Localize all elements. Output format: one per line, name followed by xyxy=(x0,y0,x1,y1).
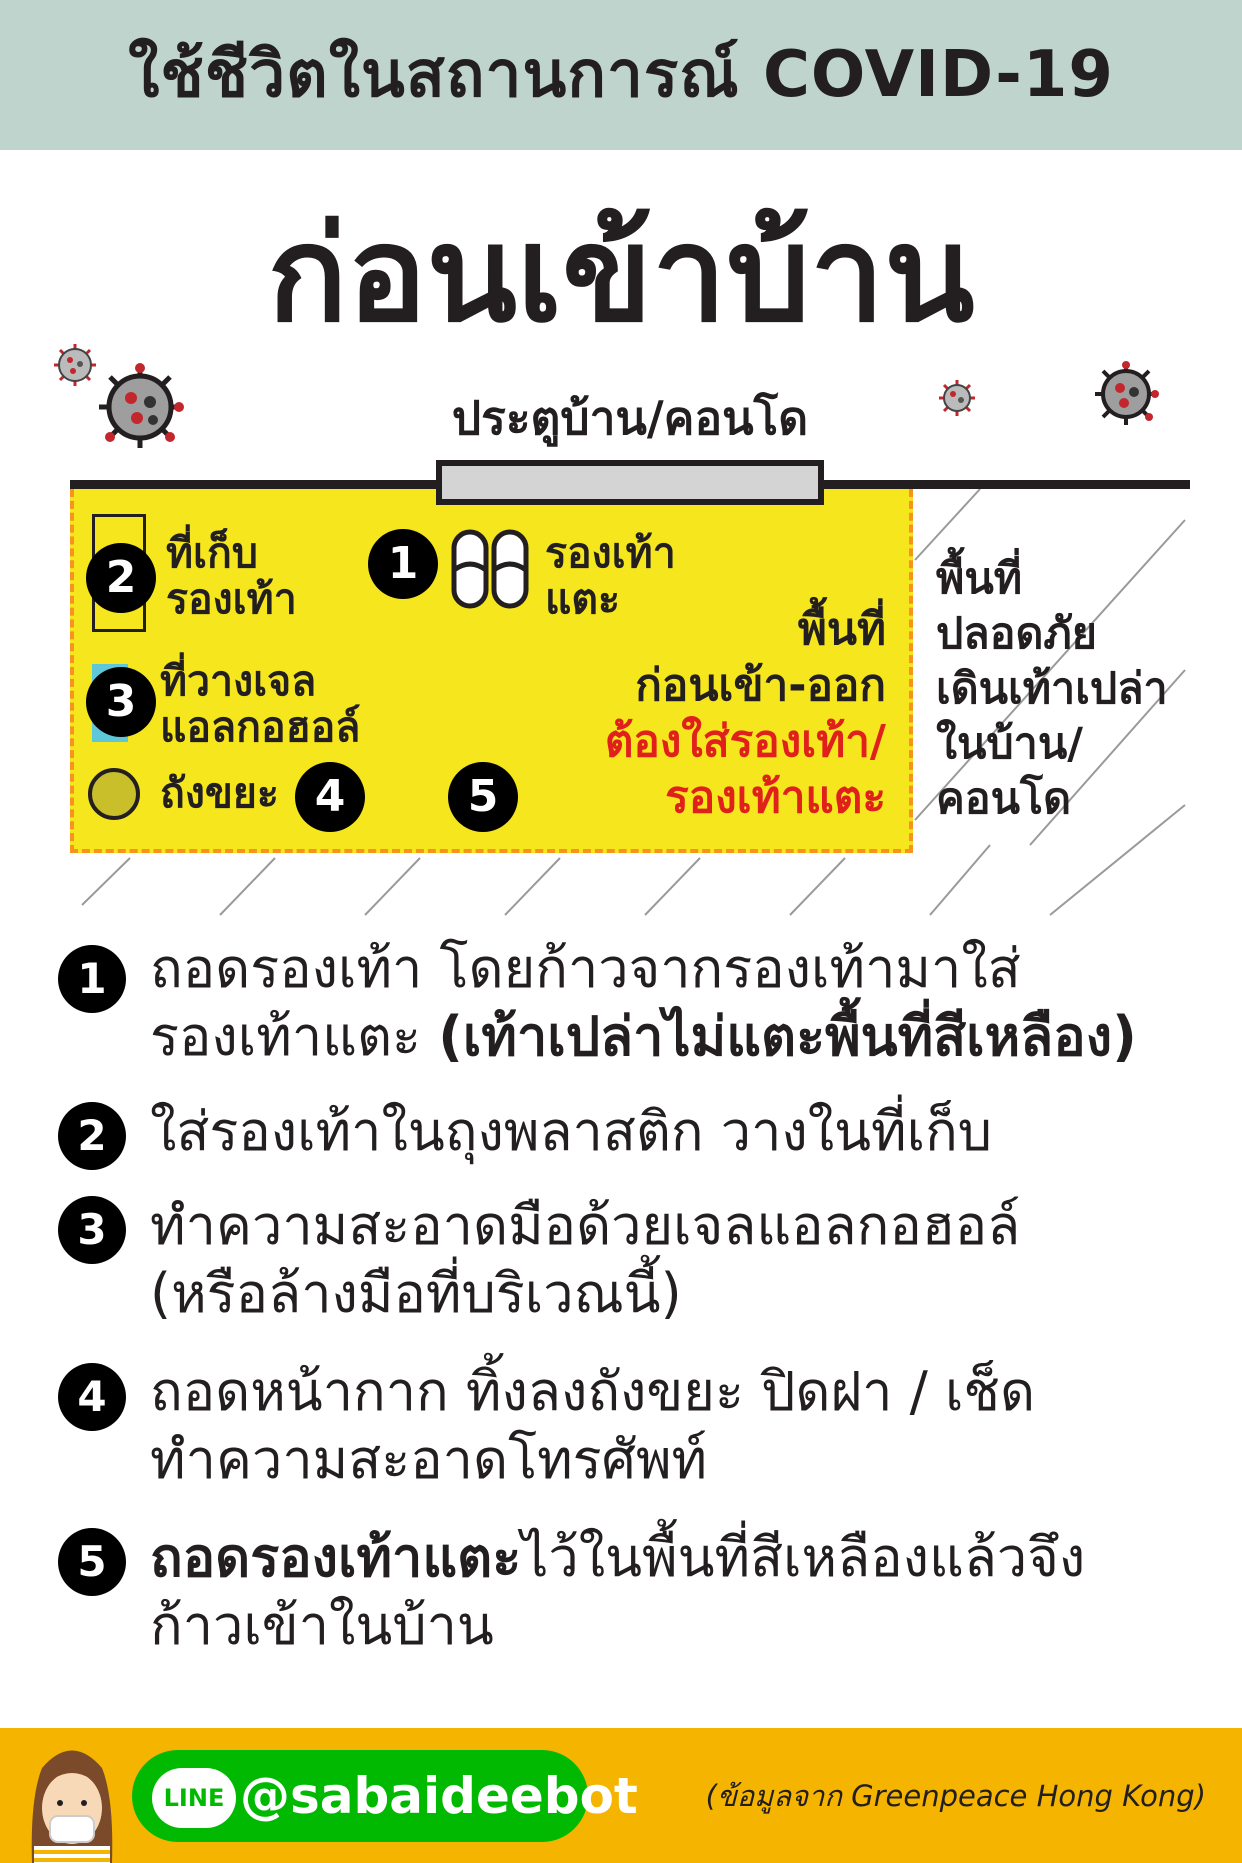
step-2-line1: ใส่รองเท้าในถุงพลาสติก วางในที่เก็บ xyxy=(150,1100,993,1163)
gel-label xyxy=(160,658,360,750)
safe-zone-line1: พื้นที่ xyxy=(936,554,1023,604)
step-2-badge: 2 xyxy=(58,1102,126,1170)
page-title: ก่อนเข้าบ้าน xyxy=(267,198,975,352)
step-1-badge: 1 xyxy=(58,945,126,1013)
gel-label-line1: ที่วางเจล xyxy=(160,657,317,705)
yellow-zone-label xyxy=(605,602,886,826)
safe-zone-line5: คอนโด xyxy=(936,774,1072,824)
shoe-storage-label-line2: รองเท้า xyxy=(166,575,297,623)
step-2-text xyxy=(150,1098,1230,1166)
bin-icon xyxy=(88,768,140,820)
safe-zone-label xyxy=(936,552,1168,827)
step-1-text xyxy=(150,935,1230,1071)
step-5-text xyxy=(150,1524,1230,1660)
step-3-line1: ทำความสะอาดมือด้วยเจลแอลกอฮอล์ xyxy=(150,1194,1021,1257)
step-5-line2: ก้าวเข้าในบ้าน xyxy=(150,1594,494,1657)
line-handle[interactable]: @sabaideebot xyxy=(240,1767,638,1825)
door-icon xyxy=(436,460,824,505)
step-1-line2-normal: รองเท้าแตะ xyxy=(150,1005,439,1068)
slippers-icon xyxy=(450,528,530,610)
step-1-line2-bold: (เท้าเปล่าไม่แตะพื้นที่สีเหลือง) xyxy=(438,1005,1137,1068)
avatar-icon xyxy=(22,1738,122,1863)
yellow-zone-line2: ก่อนเข้า-ออก xyxy=(635,660,886,711)
step-1-line2 xyxy=(150,1003,1230,1071)
line-logo-icon: LINE xyxy=(152,1768,236,1828)
gel-label-line2: แอลกอฮอล์ xyxy=(160,703,361,751)
shoe-storage-label-line1: ที่เก็บ xyxy=(166,529,258,577)
step-5-badge: 5 xyxy=(58,1528,126,1596)
step-3-text xyxy=(150,1192,1230,1328)
step-5-line1-normal: ไว้ในพื้นที่สีเหลืองแล้วจึง xyxy=(521,1526,1086,1589)
safe-zone-line4: ในบ้าน/ xyxy=(936,719,1083,769)
safe-zone-line2: ปลอดภัย xyxy=(936,609,1097,659)
slippers-label-line1: รองเท้า xyxy=(545,529,676,577)
step-4-badge: 4 xyxy=(58,1363,126,1431)
step-4-line1: ถอดหน้ากาก ทิ้งลงถังขยะ ปิดฝา / เช็ด xyxy=(150,1360,1036,1423)
header-title: ใช้ชีวิตในสถานการณ์ COVID-19 xyxy=(128,38,1114,112)
bin-label: ถังขยะ xyxy=(160,769,279,817)
step-2-marker: 2 xyxy=(86,543,156,613)
step-4-marker: 4 xyxy=(295,762,365,832)
step-5-marker: 5 xyxy=(448,762,518,832)
step-1-line1: ถอดรองเท้า โดยก้าวจากรองเท้ามาใส่ xyxy=(150,937,1021,1000)
yellow-zone-warning-line1: ต้องใส่รองเท้า/ xyxy=(604,716,886,767)
step-1-marker: 1 xyxy=(368,529,438,599)
door-label: ประตูบ้าน/คอนโด xyxy=(451,391,809,445)
safe-zone-line3: เดินเท้าเปล่า xyxy=(936,664,1168,714)
step-5-line1 xyxy=(150,1524,1230,1592)
shoe-storage-label xyxy=(166,530,297,622)
step-4-text xyxy=(150,1358,1230,1494)
step-3-line2: (หรือล้างมือที่บริเวณนี้) xyxy=(150,1262,682,1325)
step-3-badge: 3 xyxy=(58,1196,126,1264)
slippers-label-line2: แตะ xyxy=(545,575,621,623)
step-3-marker: 3 xyxy=(86,667,156,737)
yellow-zone-warning-line2: รองเท้าแตะ xyxy=(665,772,886,823)
step-5-line1-bold: ถอดรองเท้าแตะ xyxy=(150,1526,522,1589)
yellow-zone-line1: พื้นที่ xyxy=(797,604,886,655)
source-credit: (ข้อมูลจาก Greenpeace Hong Kong) xyxy=(705,1779,1206,1813)
step-4-line2: ทำความสะอาดโทรศัพท์ xyxy=(150,1428,708,1491)
